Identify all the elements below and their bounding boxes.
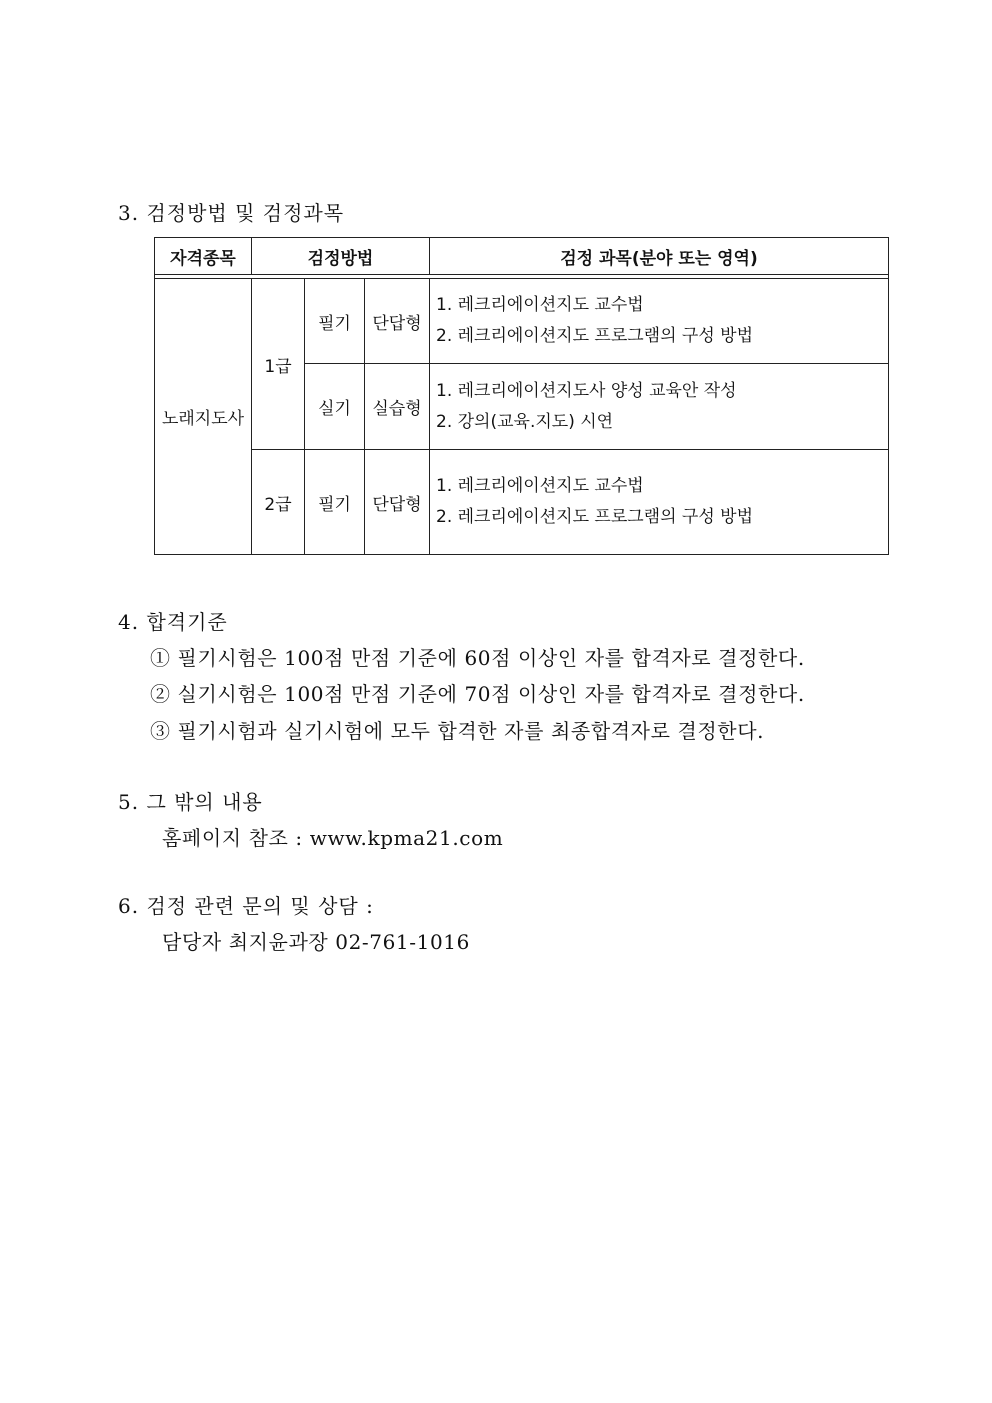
subject-item: 2. 강의(교육.지도) 시연 <box>436 411 614 432</box>
contact-person: 담당자 최지윤과장 02-761-1016 <box>162 930 470 954</box>
grade-1-written-subjects <box>430 279 889 364</box>
grade-2-written-method: 필기 <box>305 450 365 555</box>
table-row <box>155 279 889 364</box>
grade-1-written-method: 필기 <box>305 279 365 364</box>
exam-method-table <box>154 237 889 555</box>
pass-criteria-item: ② 실기시험은 100점 만점 기준에 70점 이상인 자를 합격자로 결정한다. <box>150 682 805 706</box>
table-header-row <box>155 238 889 275</box>
subject-item: 2. 레크리에이션지도 프로그램의 구성 방법 <box>436 326 754 346</box>
grade-1-practical-format: 실습형 <box>365 364 430 450</box>
table-row <box>155 450 889 555</box>
pass-criteria-item: ③ 필기시험과 실기시험에 모두 합격한 자를 최종합격자로 결정한다. <box>150 719 765 743</box>
section-3-title: 3. 검정방법 및 검정과목 <box>118 201 345 225</box>
subject-item: 1. 레크리에이션지도사 양성 교육안 작성 <box>436 380 737 401</box>
header-exam-method: 검정방법 <box>252 238 430 275</box>
homepage-reference: 홈페이지 참조 : www.kpma21.com <box>162 826 504 850</box>
subject-item: 2. 레크리에이션지도 프로그램의 구성 방법 <box>436 507 754 527</box>
grade-1-label: 1급 <box>252 279 305 450</box>
header-qualification-type: 자격종목 <box>155 238 252 275</box>
subject-item: 1. 레크리에이션지도 교수법 <box>436 295 644 315</box>
section-5-title: 5. 그 밖의 내용 <box>118 790 263 814</box>
section-6-title: 6. 검정 관련 문의 및 상담 : <box>118 894 374 918</box>
grade-2-written-subjects <box>430 450 889 555</box>
grade-1-written-format: 단답형 <box>365 279 430 364</box>
pass-criteria-item: ① 필기시험은 100점 만점 기준에 60점 이상인 자를 합격자로 결정한다. <box>150 646 805 670</box>
qualification-name: 노래지도사 <box>155 279 252 555</box>
grade-1-practical-subjects <box>430 364 889 450</box>
grade-2-written-format: 단답형 <box>365 450 430 555</box>
subject-item: 1. 레크리에이션지도 교수법 <box>436 476 644 496</box>
grade-2-label: 2급 <box>252 450 305 555</box>
header-exam-subjects: 검정 과목(분야 또는 영역) <box>430 238 889 275</box>
grade-1-practical-method: 실기 <box>305 364 365 450</box>
section-4-title: 4. 합격기준 <box>118 610 228 634</box>
